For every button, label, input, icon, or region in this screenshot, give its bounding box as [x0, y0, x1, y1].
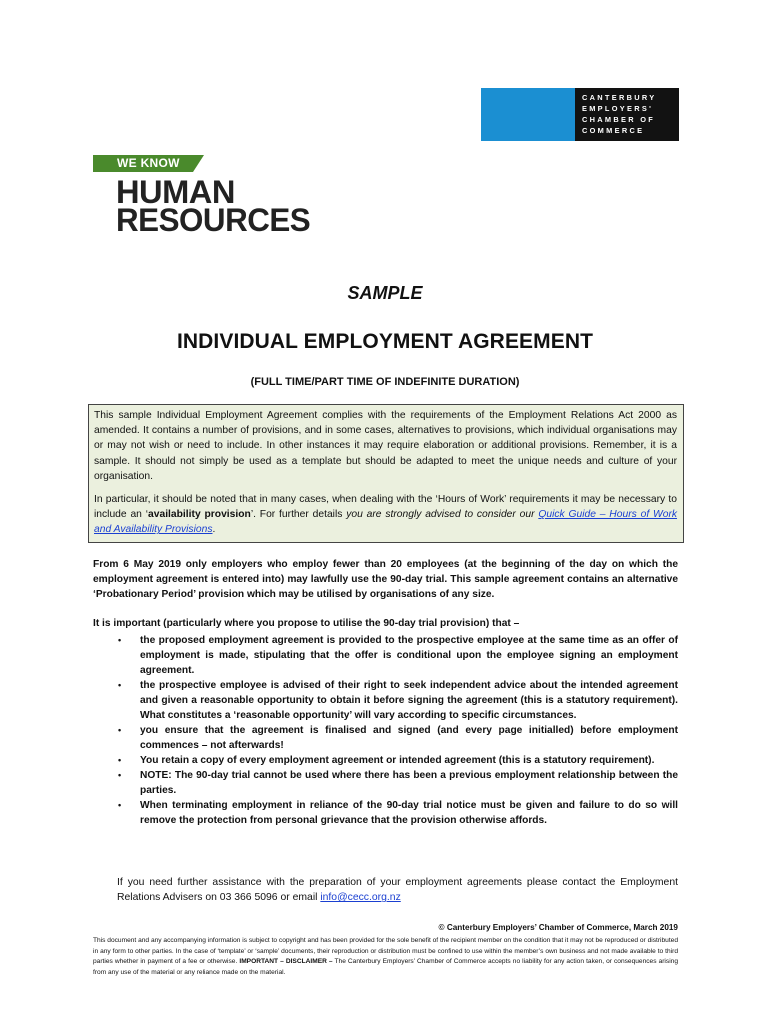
notice-advice: you are strongly advised to consider our — [346, 509, 539, 521]
list-item — [93, 768, 678, 798]
logo-text-block — [575, 88, 679, 141]
brand-line-human: HUMAN — [116, 174, 235, 210]
page-title: INDIVIDUAL EMPLOYMENT AGREEMENT — [176, 330, 594, 353]
notice-paragraph-2 — [94, 492, 677, 538]
list-item — [93, 678, 678, 723]
assistance-text: If you need further assistance with the preparation of your employment agreements please contact the Employment Relations Advisers on 03 366 5096 or email — [117, 877, 678, 904]
brand-line-resources: RESOURCES — [116, 202, 311, 238]
cecc-logo — [481, 88, 679, 141]
list-item — [93, 723, 678, 753]
tagline: WE KNOW — [117, 156, 180, 170]
notice-paragraph-1: This sample Individual Employment Agreement complies with the requirements of the Employment Relations Act 2000 as amended. It contains a number of provisions, and in some cases, alternatives to provisions, which individual organisations may or may not wish or need to include. In other instances it may require elaboration or additional provisions. Remember, it is a sample. It should not simply be used as a template but should be adapted to meet the unique needs and culture of your organisation. — [94, 410, 677, 482]
copyright-notice: © Canterbury Employers’ Chamber of Commerce, March 2019 — [438, 923, 678, 932]
list-item — [93, 798, 678, 828]
bullet-text: When terminating employment in reliance of the 90-day trial notice must be given and failure to do so will remove the protection from personal grievance that the provision otherwise affords. — [140, 800, 678, 826]
bullet-icon: • — [118, 770, 122, 780]
fine-print-text: The Canterbury Employers’ Chamber of Commerce accepts no liability for any action taken, or consequences arising from any use of the material or any reliance made on the material. — [93, 958, 678, 976]
notice-text: In particular, it should be noted that in many cases, when dealing with the ‘Hours of Work’ requirements it may be necessary to include an ‘ — [94, 494, 677, 521]
important-intro: It is important (particularly where you propose to utilise the 90-day trial provision) that – — [93, 618, 520, 629]
bullet-icon: • — [118, 680, 122, 690]
bullet-icon: • — [118, 635, 122, 645]
fine-print-text: This document and any accompanying information is subject to copyright and has been provided for the sole benefit of the recipient member on the condition that it may not be reproduced or distributed in any form to other parties. In the case of ‘template’ or ‘sample’ documents, their reproduction or distribution must be confined to use within the member’s own business and not made available to third parties whether in payment of a fee or otherwise. — [93, 937, 678, 966]
bullet-text: NOTE: The 90-day trial cannot be used where there has been a previous employment relationship between the parties. — [140, 770, 678, 796]
availability-provision-term: availability provision — [148, 509, 251, 521]
contact-email-link[interactable]: info@cecc.org.nz — [320, 892, 401, 904]
list-item — [93, 633, 678, 678]
disclaimer-fine-print — [93, 936, 678, 978]
bullet-text: the prospective employee is advised of their right to seek independent advice about the intended agreement and given a reasonable opportunity to obtain it before signing the agreement (this is a statutory requirement). What constitutes a ‘reasonable opportunity’ will vary according to specific circumstances. — [140, 680, 678, 721]
quick-guide-link[interactable]: Quick Guide – Hours of Work and Availability Provisions — [94, 509, 678, 536]
page-subtitle: (FULL TIME/PART TIME OF INDEFINITE DURATION) — [250, 376, 520, 388]
bullet-icon: • — [118, 800, 122, 810]
notice-text: . — [212, 524, 216, 536]
disclaimer-label: IMPORTANT – DISCLAIMER – — [239, 958, 333, 966]
bullet-icon: • — [118, 755, 122, 765]
bullet-text: the proposed employment agreement is provided to the prospective employee at the same time as an offer of employment is made, stipulating that the offer is conditional upon the employee signing an employment agreement. — [140, 635, 678, 676]
sample-heading: SAMPLE — [347, 283, 423, 303]
notice-text: ’. For further details — [250, 509, 347, 521]
bullet-list — [93, 633, 678, 828]
logo-line: CHAMBER OF — [582, 115, 656, 124]
trial-paragraph: From 6 May 2019 only employers who employ fewer than 20 employees (at the beginning of the day on which the employment agreement is entered into) may lawfully use the 90-day trial. This sample agreement contains an alternative ‘Probationary Period’ provision which may be utilised by organisations of any size. — [93, 559, 678, 601]
logo-line: CANTERBURY — [582, 93, 657, 102]
bullet-icon: • — [118, 725, 122, 735]
logo-line: COMMERCE — [582, 126, 645, 135]
bullet-text: You retain a copy of every employment agreement or intended agreement (this is a statutory requirement). — [140, 755, 655, 766]
logo-blue-block — [481, 88, 575, 141]
assistance-paragraph — [117, 875, 678, 905]
logo-line: EMPLOYERS' — [582, 104, 654, 113]
list-item — [93, 753, 678, 768]
bullet-text: you ensure that the agreement is finalised and signed (and every page initialled) before employment commences – not afterwards! — [140, 725, 678, 751]
notice-box — [88, 404, 684, 543]
